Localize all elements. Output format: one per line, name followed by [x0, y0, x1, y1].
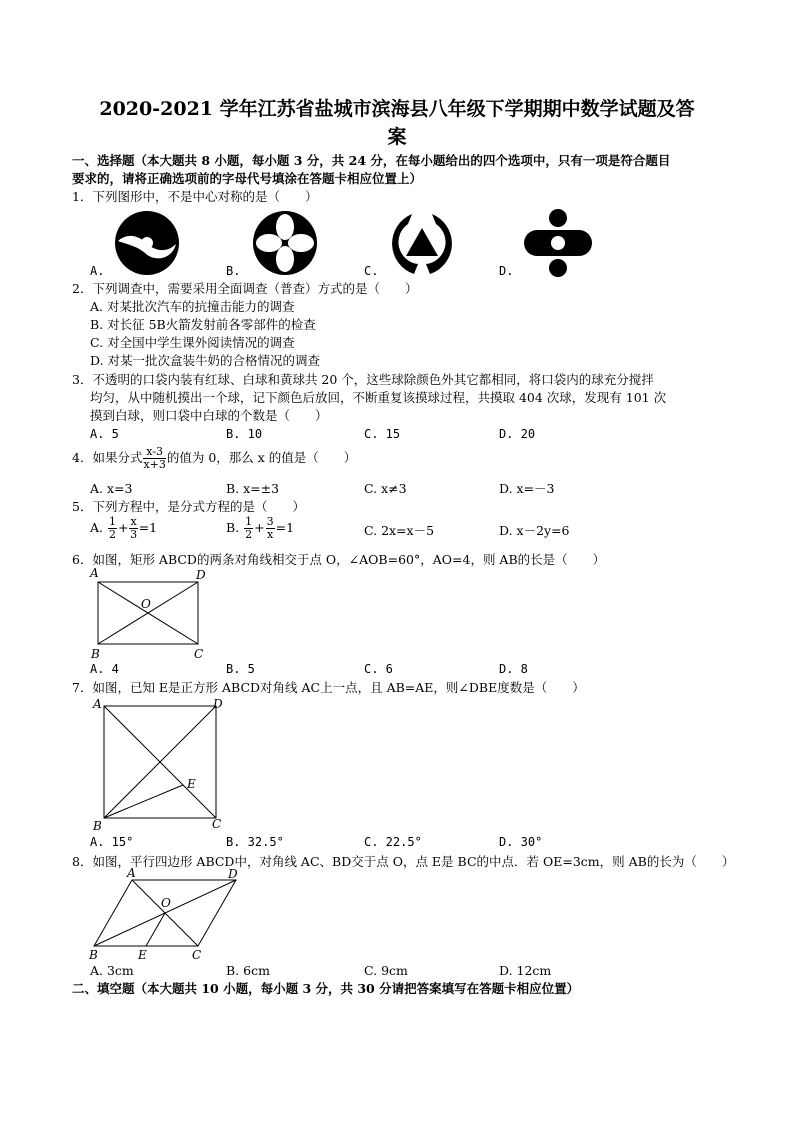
q2-option-b: B. 对长征 5B火箭发射前各零部件的检查 — [90, 317, 316, 332]
q2-option-d: D. 对某一批次盒装牛奶的合格情况的调查 — [90, 353, 321, 368]
q5-a-rhs: =1 — [138, 520, 158, 535]
q6-option-d: D. 8 — [499, 662, 528, 676]
q7-option-a: A. 15° — [90, 835, 134, 849]
q6-label-d: D — [196, 568, 206, 582]
q4-option-a: A. x=3 — [90, 481, 133, 496]
q7-option-d: D. 30° — [499, 835, 543, 849]
q2-option-c: C. 对全国中学生课外阅读情况的调查 — [90, 335, 295, 350]
q3-option-d: D. 20 — [499, 427, 536, 441]
q3-option-c: C. 15 — [364, 427, 401, 441]
q5-a-fraction-1 — [108, 516, 117, 541]
q5-a-fraction-2-num: x — [130, 515, 137, 528]
q7-label-e: E — [187, 777, 196, 791]
q1-label-d: D. — [499, 264, 514, 278]
q5-b-fraction-1-num: 1 — [245, 515, 253, 528]
question-3-stem-cont-1: 均匀，从中随机摸出一个球，记下颜色后放回，不断重复该摸球过程，共摸取 404 次球，发现有 101 次 — [90, 390, 667, 405]
q7-label-d: D — [213, 697, 223, 711]
q1-figure-a — [112, 210, 182, 276]
q1-label-c: C. — [364, 264, 379, 278]
q6-label-b: B — [91, 647, 100, 661]
q7-option-c: C. 22.5° — [364, 835, 422, 849]
q8-option-c: C. 9cm — [364, 963, 408, 978]
question-2-stem: 2．下列调查中，需要采用全面调查（普查）方式的是（ ） — [72, 281, 418, 296]
q4-option-b: B. x=±3 — [226, 481, 280, 496]
q6-label-o: O — [141, 597, 151, 611]
section-1-heading-cont: 要求的，请将正确选项前的字母代号填涂在答题卡相应位置上） — [72, 171, 423, 186]
q4-stem-prefix: 4．如果分式 — [72, 450, 143, 465]
page-title-line-2: 案 — [387, 126, 407, 148]
page-title-line-1: 2020-2021 学年江苏省盐城市滨海县八年级下学期期中数学试题及答 — [99, 98, 695, 120]
q3-option-a: A. 5 — [90, 427, 119, 441]
section-2-heading: 二、填空题（本大题共 10 小题，每小题 3 分，共 30 分请把答案填写在答题卡相应位置） — [72, 981, 580, 996]
q1-figure-d — [522, 208, 594, 278]
q1-label-b: B. — [226, 264, 241, 278]
q1-label-a: A. — [90, 264, 105, 278]
q5-b-fraction-2-num: 3 — [266, 515, 274, 528]
q7-label-c: C — [212, 817, 222, 831]
q1-figure-c — [386, 208, 458, 278]
q6-label-a: A — [90, 566, 99, 580]
q4-stem-suffix: 的值为 0，那么 x 的值是（ ） — [166, 450, 357, 465]
q4-fraction-denominator: x+3 — [143, 458, 166, 471]
q4-fraction-numerator: x-3 — [143, 446, 165, 459]
question-3-stem: 3．不透明的口袋内装有红球、白球和黄球共 20 个，这些球除颜色外其它都相同，将口袋内的球充分搅拌 — [72, 372, 654, 387]
question-6-stem: 6．如图，矩形 ABCD的两条对角线相交于点 O，∠AOB=60°，AO=4，则 AB的长是（ ） — [72, 552, 606, 567]
q4-fraction — [143, 446, 165, 471]
q8-label-d: D — [228, 867, 238, 881]
q3-option-b: B. 10 — [226, 427, 263, 441]
q4-option-d: D. x=－3 — [499, 481, 555, 496]
q7-square-figure — [90, 696, 230, 834]
q5-a-fraction-1-den: 2 — [109, 528, 116, 541]
q5-b-rhs: =1 — [275, 520, 295, 535]
q7-option-b: B. 32.5° — [226, 835, 284, 849]
q5-option-c: C. 2x=x－5 — [364, 523, 435, 538]
q6-option-b: B. 5 — [226, 662, 255, 676]
q6-option-c: C. 6 — [364, 662, 393, 676]
q8-label-b: B — [89, 948, 98, 962]
q5-a-fraction-1-num: 1 — [109, 515, 116, 528]
question-1-stem: 1．下列图形中，不是中心对称的是（ ） — [72, 189, 318, 204]
question-3-stem-cont-2: 摸到白球，则口袋中白球的个数是（ ） — [90, 408, 328, 423]
q7-label-a: A — [93, 697, 102, 711]
section-1-heading: 一、选择题（本大题共 8 小题，每小题 3 分，共 24 分，在每小题给出的四个选项中，只有一项是符合题目 — [72, 153, 671, 168]
q5-option-a: A. $\frac{1}{2}$ + $\frac{x}{3}$ =1 — [90, 515, 158, 541]
q5-a-fraction-2 — [129, 516, 137, 541]
q8-label-a: A — [127, 866, 136, 880]
q5-b-fraction-2 — [266, 516, 275, 541]
q8-option-b: B. 6cm — [226, 963, 270, 978]
q8-label-c: C — [192, 948, 202, 962]
q5-b-fraction-1 — [244, 516, 253, 541]
q8-label-o: O — [161, 896, 171, 910]
q4-option-c: C. x≠3 — [364, 481, 407, 496]
q5-option-d: D. x－2y=6 — [499, 523, 570, 538]
q8-option-a: A. 3cm — [90, 963, 134, 978]
q2-option-a: A. 对某批次汽车的抗撞击能力的调查 — [90, 299, 295, 314]
q5-a-fraction-2-den: 3 — [130, 528, 138, 541]
q6-rectangle-figure — [88, 566, 218, 662]
q5-option-b-letter: B. — [226, 520, 240, 535]
q8-label-e: E — [138, 948, 147, 962]
q5-option-b: B. $\frac{1}{2}$ + $\frac{3}{x}$ =1 — [226, 515, 295, 541]
q1-figure-b — [250, 210, 320, 276]
q7-label-b: B — [93, 819, 102, 833]
q5-b-fraction-1-den: 2 — [245, 528, 253, 541]
q8-option-d: D. 12cm — [499, 963, 552, 978]
question-5-stem: 5．下列方程中，是分式方程的是（ ） — [72, 499, 305, 514]
question-8-stem: 8．如图，平行四边形 ABCD中，对角线 AC、BD交于点 O，点 E是 BC的中点．若 OE=3cm，则 AB的长为（ ） — [72, 854, 735, 869]
q5-option-a-letter: A. — [90, 520, 104, 535]
question-4-stem — [72, 446, 356, 471]
q6-label-c: C — [194, 647, 204, 661]
q6-option-a: A. 4 — [90, 662, 119, 676]
q8-parallelogram-figure — [86, 866, 248, 962]
question-7-stem: 7．如图，已知 E是正方形 ABCD对角线 AC上一点，且 AB=AE，则∠DBE度数是（ ） — [72, 680, 585, 695]
q5-b-fraction-2-den: x — [267, 528, 274, 541]
